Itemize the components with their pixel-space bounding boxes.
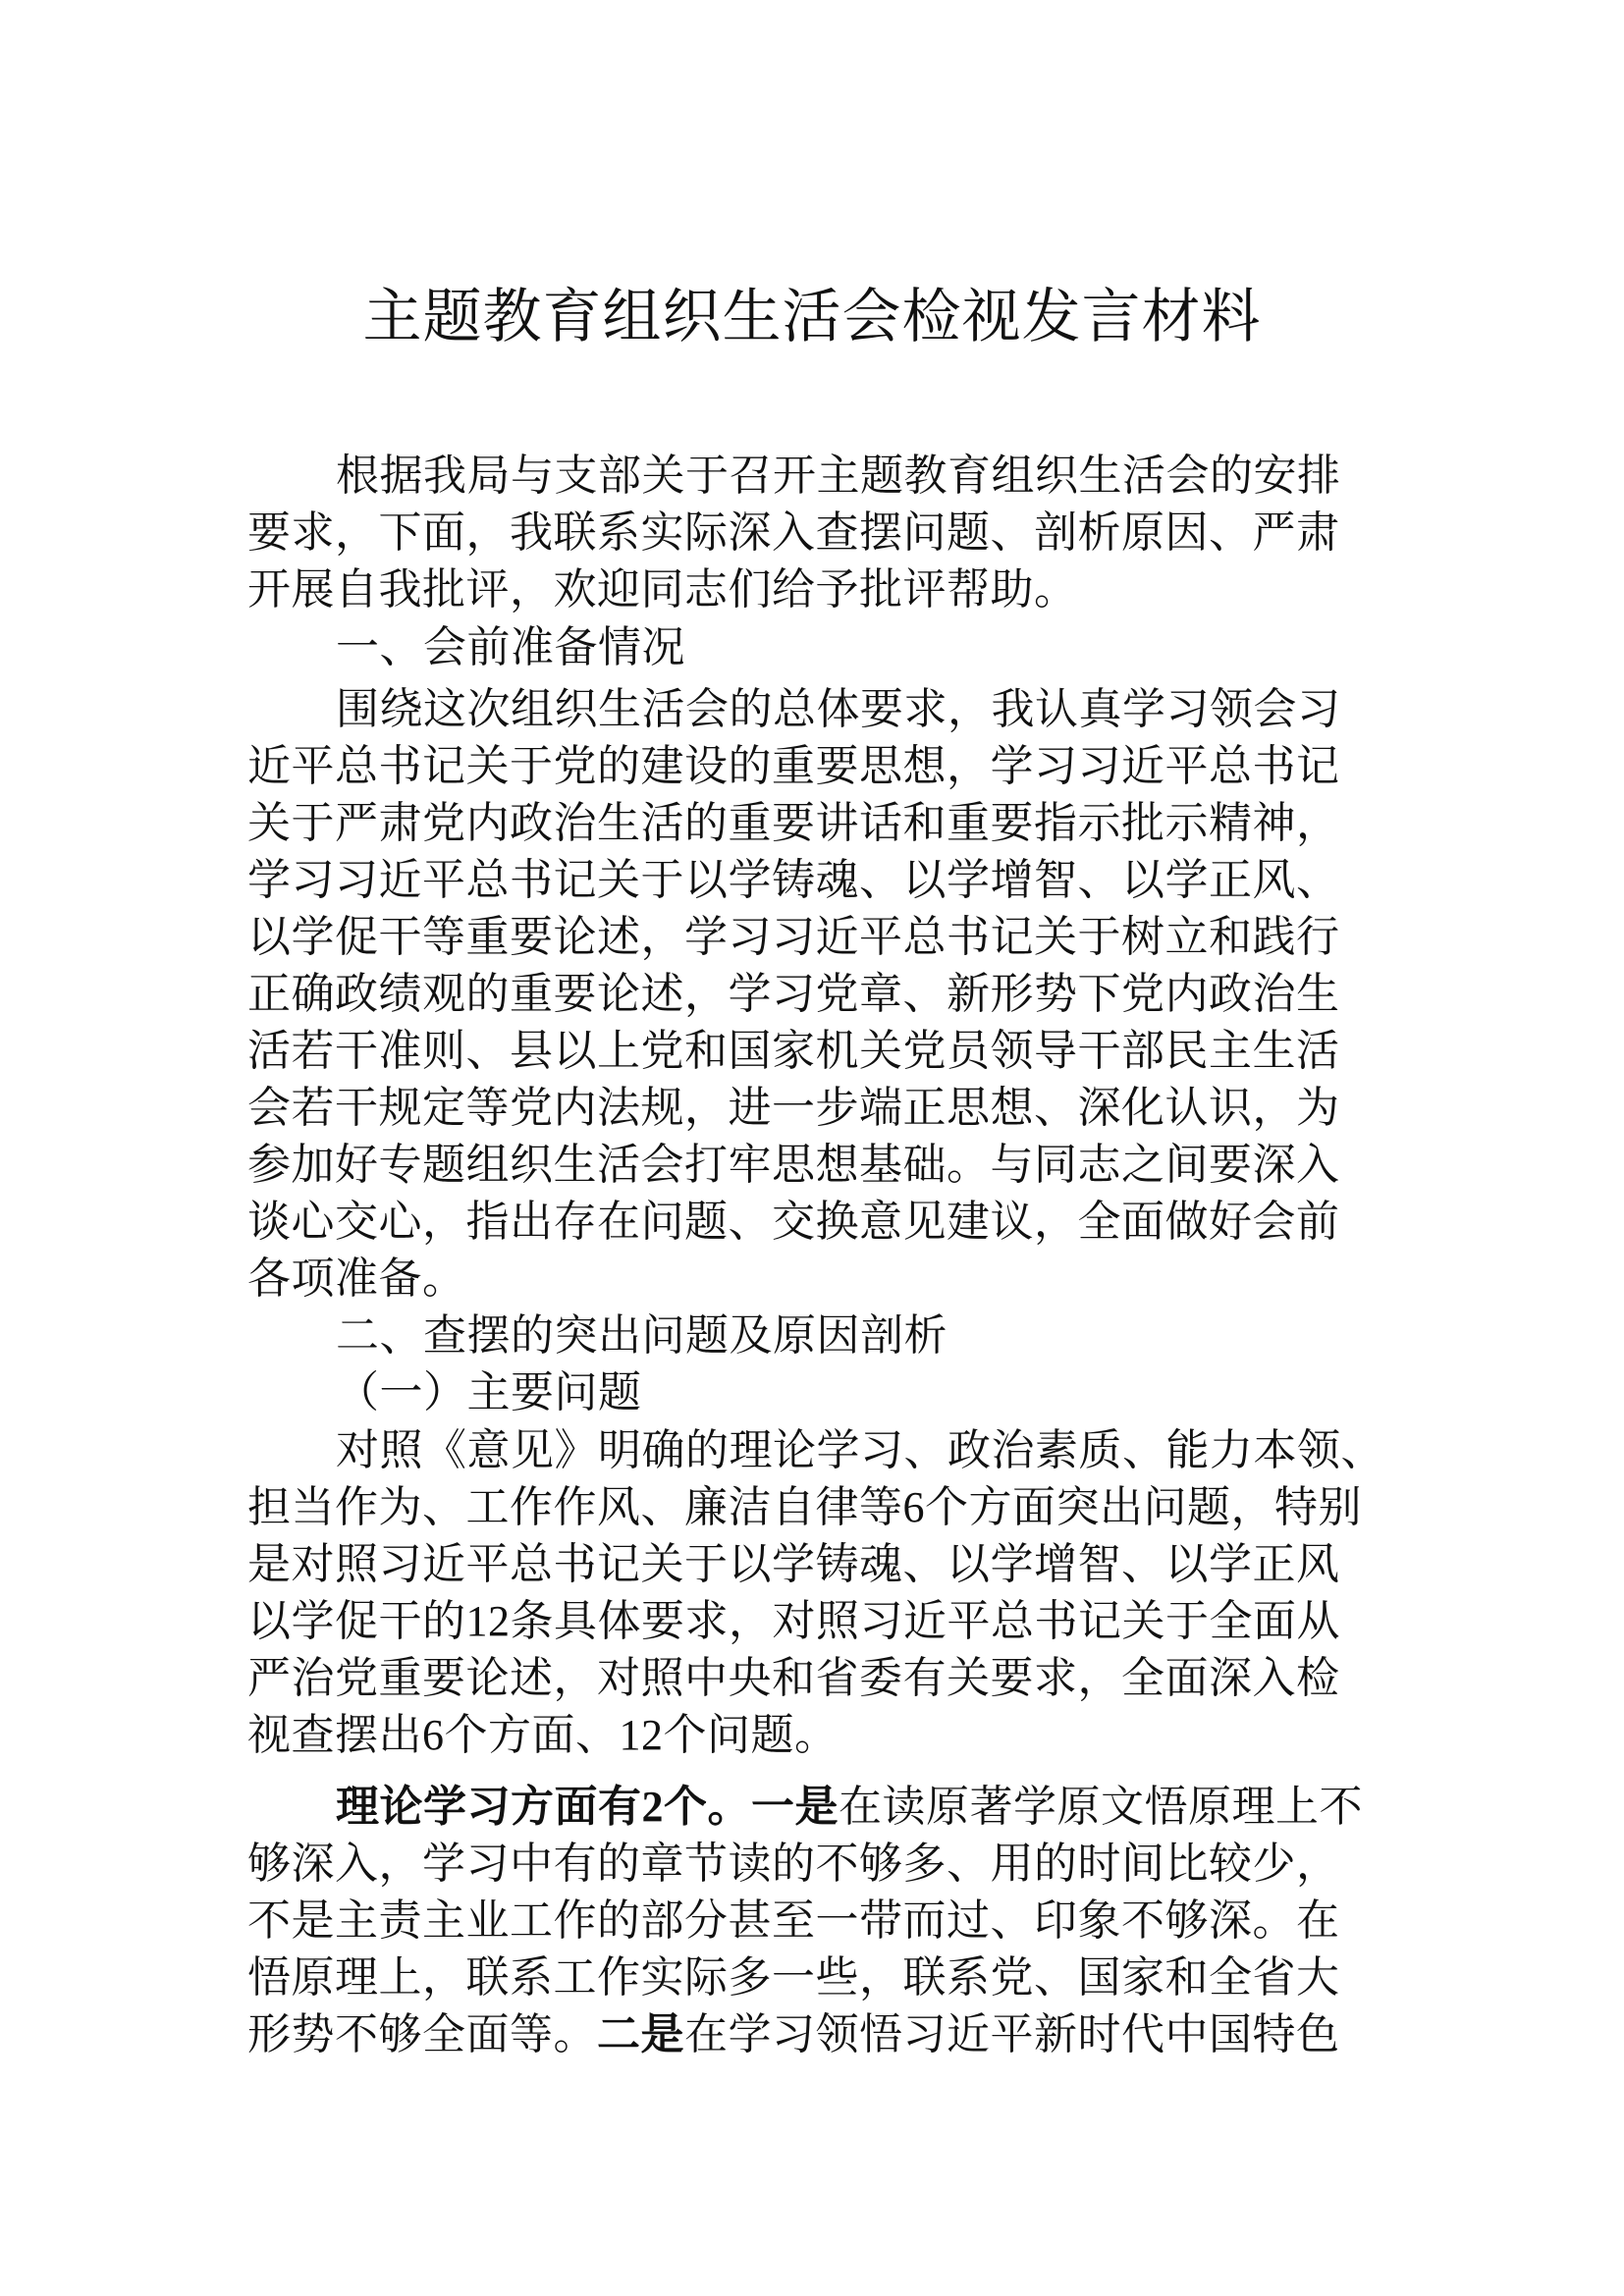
paragraph-problems-line-2: 担当作为、工作作风、廉洁自律等6个方面突出问题，特别 [247, 1482, 1362, 1532]
paragraph-theory-line-1: 理论学习方面有2个。一是在读原著学原文悟原理上不 [336, 1782, 1363, 1832]
paragraph-intro-line-2: 要求，下面，我联系实际深入查摆问题、剖析原因、严肃 [247, 507, 1340, 558]
paragraph-preparation-line-7: 活若干准则、县以上党和国家机关党员领导干部民主生活 [247, 1026, 1340, 1076]
paragraph-problems-line-4: 以学促干的12条具体要求，对照习近平总书记关于全面从 [247, 1596, 1340, 1646]
subsection-heading-1: （一）主要问题 [336, 1367, 642, 1417]
paragraph-problems-line-6: 视查摆出6个方面、12个问题。 [247, 1710, 839, 1760]
paragraph-preparation-line-9: 参加好专题组织生活会打牢思想基础。与同志之间要深入 [247, 1140, 1340, 1190]
paragraph-theory-line-4: 悟原理上，联系工作实际多一些，联系党、国家和全省大 [247, 1952, 1340, 2002]
count-twelve-problems: 12 [619, 1711, 664, 1759]
section-heading-1: 一、会前准备情况 [336, 622, 685, 672]
theory-first-bold: 个。一是 [664, 1782, 839, 1832]
theory-lead-bold: 理论学习方面有 [336, 1782, 642, 1832]
paragraph-preparation-line-5: 以学促干等重要论述，学习习近平总书记关于树立和践行 [247, 912, 1340, 962]
paragraph-intro-line-1: 根据我局与支部关于召开主题教育组织生活会的安排 [336, 451, 1341, 501]
paragraph-theory-line-3: 不是主责主业工作的部分甚至一带而过、印象不够深。在 [247, 1896, 1340, 1946]
paragraph-intro-line-3: 开展自我批评，欢迎同志们给予批评帮助。 [247, 564, 1078, 614]
theory-count: 2 [641, 1783, 664, 1831]
paragraph-preparation-line-1: 围绕这次组织生活会的总体要求，我认真学习领会习 [336, 684, 1341, 734]
paragraph-preparation-line-3: 关于严肃党内政治生活的重要讲话和重要指示批示精神， [247, 798, 1340, 848]
paragraph-theory-line-2: 够深入，学习中有的章节读的不够多、用的时间比较少， [247, 1839, 1340, 1889]
paragraph-preparation-line-6: 正确政绩观的重要论述，学习党章、新形势下党内政治生 [247, 969, 1340, 1019]
theory-second-bold: 二是 [597, 2009, 684, 2059]
section-heading-2: 二、查摆的突出问题及原因剖析 [336, 1310, 947, 1361]
paragraph-preparation-line-10: 谈心交心，指出存在问题、交换意见建议，全面做好会前 [247, 1197, 1340, 1247]
paragraph-preparation-line-2: 近平总书记关于党的建设的重要思想，学习习近平总书记 [247, 741, 1340, 791]
paragraph-preparation-line-11: 各项准备。 [247, 1254, 466, 1304]
paragraph-preparation-line-8: 会若干规定等党内法规，进一步端正思想、深化认识，为 [247, 1083, 1340, 1133]
paragraph-problems-line-3: 是对照习近平总书记关于以学铸魂、以学增智、以学正风 [247, 1539, 1340, 1589]
paragraph-problems-line-5: 严治党重要论述，对照中央和省委有关要求，全面深入检 [247, 1653, 1340, 1703]
paragraph-preparation-line-4: 学习习近平总书记关于以学铸魂、以学增智、以学正风、 [247, 855, 1340, 905]
paragraph-theory-line-5: 形势不够全面等。二是在学习领悟习近平新时代中国特色 [247, 2009, 1340, 2059]
paragraph-problems-line-1: 对照《意见》明确的理论学习、政治素质、能力本领、 [336, 1425, 1384, 1475]
count-six: 6 [902, 1483, 925, 1531]
count-twelve: 12 [465, 1597, 511, 1645]
count-six-aspects: 6 [422, 1711, 445, 1759]
document-title: 主题教育组织生活会检视发言材料 [362, 283, 1262, 351]
